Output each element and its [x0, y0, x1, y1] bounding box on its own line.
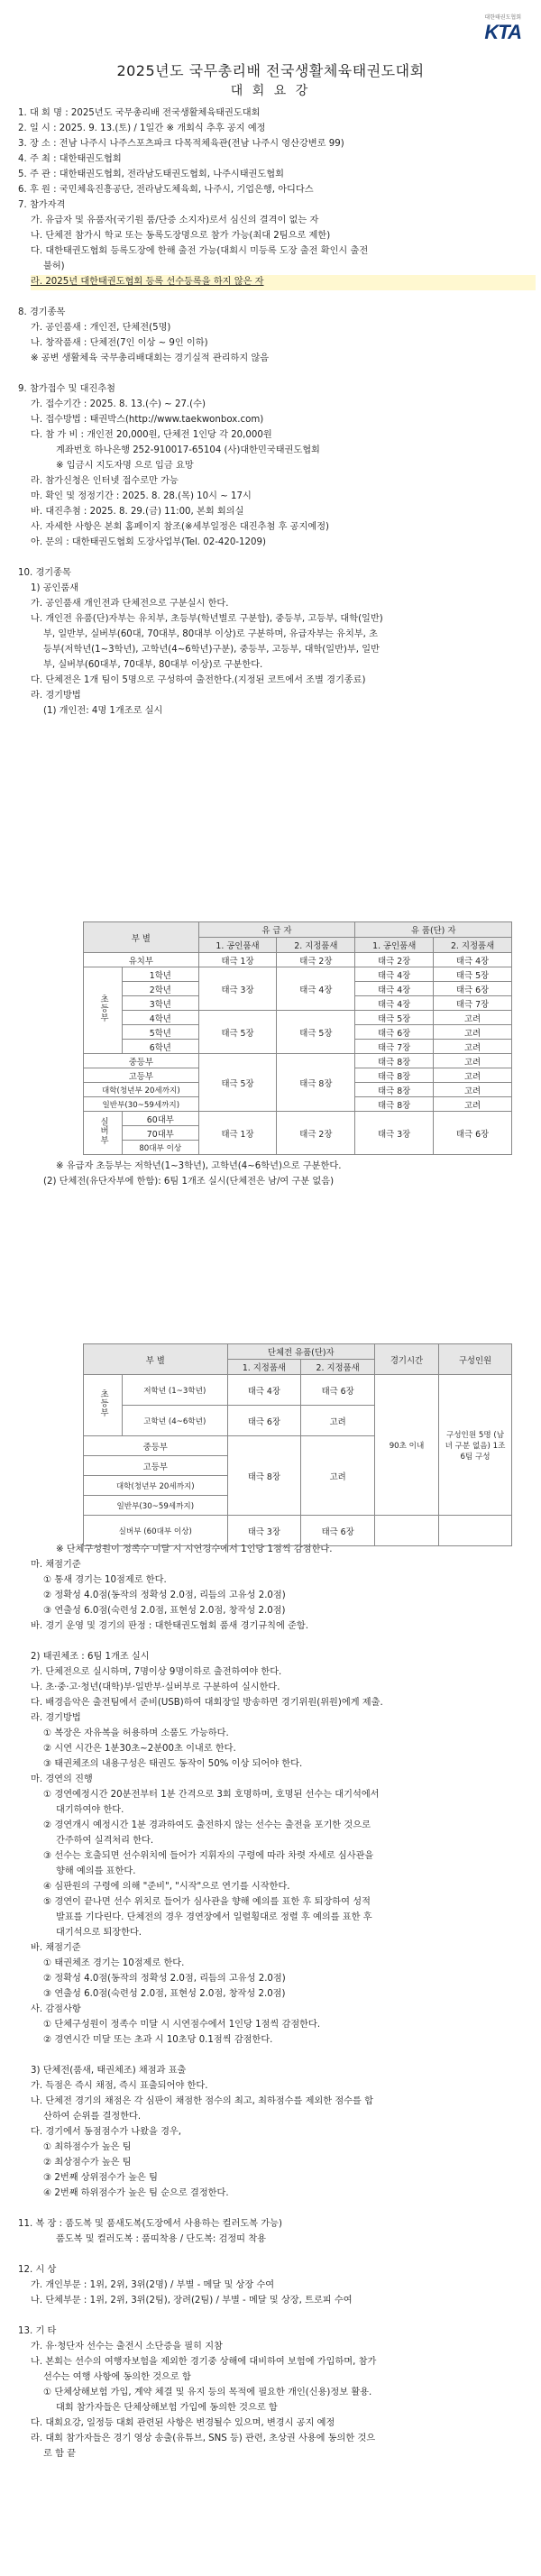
table-cell-composition: 구성인원 5명 (남녀 구분 없음) 1조 6팀 구성	[439, 1375, 512, 1516]
table-cell: 고려	[301, 1436, 375, 1516]
text-line: ② 경연개시 예정시간 1분 경과하여도 출전하지 않는 선수는 출전을 포기한 것으로	[43, 1820, 371, 1830]
text-line: 부, 실버부(60대부, 70대부, 80대부 이상)로 구분한다.	[43, 660, 263, 670]
text-line: (2) 단체전(유단자부에 한함): 6팀 1개조 실시(단체전은 남/여 구분 없음)	[43, 1177, 335, 1187]
text-line: 가. 득점은 즉시 채점, 즉시 표출되어야 한다.	[31, 2081, 208, 2091]
table-cell: 고려	[434, 1025, 512, 1040]
table-cell: 태극 5장	[355, 1011, 434, 1025]
text-line: 바. 대진추첨 : 2025. 8. 29.(금) 11:00, 본회 회의실	[31, 507, 244, 517]
text-line: (1) 개인전: 4명 1개조로 실시	[43, 706, 163, 716]
table-cell: 고등부	[84, 1068, 199, 1083]
document-subtitle: 대 회 요 강	[230, 84, 311, 98]
text-line: 다. 단체전은 1개 팀이 5명으로 구성하여 출전한다.(지정된 코트에서 조별 경기종료)	[31, 675, 366, 685]
table-cell: 고려	[434, 1040, 512, 1054]
table-cell: 태극 4장	[355, 982, 434, 996]
table-header-team-dan: 단체전 유품(단)자	[227, 1344, 374, 1360]
table-header-designated-1: 1. 지정품새	[227, 1360, 301, 1375]
table-cell: 태극 4장	[355, 967, 434, 982]
text-line: ② 경연시간 미달 또는 초과 시 10초당 0.1점씩 감점한다.	[43, 2035, 273, 2045]
text-line: 나. 단체전 경기의 채점은 각 심판이 채점한 점수의 최고, 최하점수를 제외한 점수를 합	[31, 2096, 373, 2106]
text-line: 대기석으로 퇴장한다.	[56, 1928, 142, 1938]
text-line: 향해 예의를 표한다.	[56, 1866, 136, 1876]
table-cell: 고려	[434, 1054, 512, 1068]
text-line: 라. 대회 참가자들은 경기 영상 송출(유튜브, SNS 등) 관련, 초상권 사용에 동의한 것으	[31, 2434, 376, 2443]
text-line: 라. 경기방법	[31, 691, 81, 701]
table-cell: 태극 6장	[434, 982, 512, 996]
table-header-kyu-designated: 2. 지정품새	[277, 938, 355, 953]
text-line: 나. 단체전 참가시 학교 또는 동록도장명으로 참가 가능(최대 2팀으로 제한)	[31, 231, 331, 241]
table-header-dan-official: 1. 공인품새	[355, 938, 434, 953]
table-cell: 태극 4장	[355, 996, 434, 1011]
table-cell: 태극 5장	[434, 967, 512, 982]
table-cell: 5학년	[123, 1025, 199, 1040]
table-cell: 태극 5장	[198, 1054, 277, 1112]
table-cell: 일반부(30~59세까지)	[84, 1097, 199, 1112]
table-cell-empty	[375, 1516, 439, 1546]
text-line: ① 태권체조 경기는 10점제로 한다.	[43, 1958, 185, 1968]
document-title: 2025년도 국무총리배 전국생활체육태권도대회	[116, 62, 425, 79]
text-line: ③ 2번째 상위점수가 높은 팀	[43, 2173, 158, 2183]
table-cell: 70대부	[123, 1126, 199, 1141]
text-line: 산하여 순위를 결정한다.	[43, 2112, 142, 2122]
table-cell: 태극 8장	[227, 1436, 301, 1516]
table-cell: 태극 3장	[198, 967, 277, 1011]
table-cell: 6학년	[123, 1040, 199, 1054]
table-cell: 고학년 (4~6학년)	[123, 1406, 228, 1436]
table-cell: 태극 6장	[355, 1025, 434, 1040]
table-cell-silver: 실버부	[84, 1112, 123, 1155]
table-cell: 저학년 (1~3학년)	[123, 1375, 228, 1406]
text-line: 가. 유급자 및 유품자(국기원 품/단증 소지자)로서 심신의 결격이 없는 자	[31, 215, 319, 225]
text-line: 6. 후 원 : 국민체육진흥공단, 전라남도체육회, 나주시, 기업은행, 아디다스	[18, 185, 314, 195]
text-line: 5. 주 관 : 대한태권도협회, 전라남도태권도협회, 나주시태권도협회	[18, 170, 284, 179]
table-cell: 고려	[434, 1097, 512, 1112]
text-line: 3) 단체전(품새, 태권체조) 채점과 표출	[31, 2066, 187, 2076]
table-cell: 태극 2장	[355, 953, 434, 967]
table-cell: 태극 1장	[198, 953, 277, 967]
table-cell: 대학(청년부 20세까지)	[84, 1083, 199, 1097]
table-cell: 태극 6장	[301, 1375, 375, 1406]
table-header-time: 경기시간	[375, 1344, 439, 1375]
text-line: ※ 단체구성원이 정족수 미달 시 시연경수에서 1인당 1점씩 감점한다.	[56, 1545, 333, 1554]
text-line: ※ 공변 생활체육 국무총리배대회는 경기실적 관리하지 않음	[31, 353, 270, 363]
table-header-division: 부 별	[84, 922, 199, 953]
text-line: ③ 선수는 호출되면 선수위치에 들어가 지휘자의 구령에 따라 차렷 자세로 심사관을	[43, 1851, 374, 1861]
table-header-designated-2: 2. 지정품새	[301, 1360, 375, 1375]
table-cell: 태극 7장	[355, 1040, 434, 1054]
table-cell: 태극 8장	[355, 1083, 434, 1097]
table-cell: 태극 5장	[198, 1011, 277, 1054]
text-line: 다. 경기에서 동점점수가 나왔을 경우,	[31, 2127, 182, 2137]
text-line: ② 정확성 4.0점(동작의 정확성 2.0점, 리듬의 고유성 2.0점)	[43, 1974, 286, 1984]
text-line: 나. 창작품새 : 단체전(7인 이상 ~ 9인 이하)	[31, 338, 208, 348]
text-line: 나. 개인전 유품(단)자부는 유치부, 초등부(학년별로 구분함), 중등부, 고등부, 대학(일반)	[31, 614, 383, 624]
table-cell: 태극 8장	[277, 1054, 355, 1112]
table-cell-empty	[439, 1516, 512, 1546]
table-header-dan: 유 품(단) 자	[355, 922, 512, 938]
text-line: 나. 초·중·고·청년(대학)부·일반부·실버부로 구분하여 실시한다.	[31, 1682, 280, 1692]
table-cell: 태극 6장	[227, 1406, 301, 1436]
text-line: 간주하여 실격처리 한다.	[56, 1836, 154, 1846]
text-line: 가. 유·청단자 선수는 출전시 소단증을 필히 지참	[31, 2342, 223, 2351]
table-cell: 태극 5장	[277, 1011, 355, 1054]
table-cell: 태극 8장	[355, 1097, 434, 1112]
text-line: 품도복 및 컬러도복 : 품띠착용 / 단도복: 검정띠 착용	[56, 2234, 267, 2244]
table-cell: 중등부	[84, 1054, 199, 1068]
text-line: ⑤ 경연이 끝나면 선수 위치로 들어가 심사관을 향해 예의를 표한 후 퇴장하여 성적	[43, 1897, 371, 1907]
text-line: ② 정확성 4.0점(동작의 정확성 2.0점, 리듬의 고유성 2.0점)	[43, 1591, 286, 1600]
text-line: ① 단체구성원이 정족수 미달 시 시연점수에서 1인당 1점씩 감점한다.	[43, 2020, 321, 2030]
text-line: ① 통새 경기는 10점제로 한다.	[43, 1575, 167, 1585]
text-line: 4. 주 최 : 대한태권도협회	[18, 154, 122, 164]
text-line: 대회 참가자들은 단체상해보험 가입에 동의한 것으로 함	[56, 2403, 278, 2413]
table-cell: 태극 2장	[277, 953, 355, 967]
table-cell: 태극 1장	[198, 1112, 277, 1155]
logo-brand-text: 대한태권도협회	[484, 15, 521, 21]
table-cell: 4학년	[123, 1011, 199, 1025]
text-line: ④ 심판원의 구령에 의해 "준비", "시작"으로 연기를 시작한다.	[43, 1882, 290, 1892]
table-cell: 고려	[434, 1068, 512, 1083]
text-line: 라. 경기방법	[31, 1713, 81, 1723]
text-line: 아. 문의 : 대한태권도협회 도장사업부(Tel. 02-420-1209)	[31, 537, 266, 547]
text-line: 나. 접수방법 : 태권박스(http://www.taekwonbox.com)	[31, 415, 264, 425]
table-cell: 태극 6장	[301, 1516, 375, 1546]
text-line: 나. 본회는 선수의 여행자보험을 제외한 경기중 상해에 대비하여 보험에 가입하며, 참가	[31, 2357, 377, 2367]
table-cell: 태극 8장	[355, 1068, 434, 1083]
text-line: ③ 연출성 6.0점(숙련성 2.0점, 표현성 2.0점, 창작성 2.0점)	[43, 1989, 286, 1999]
text-line: ※ 유급자 초등부는 저학년(1~3학년), 고학년(4~6학년)으로 구분한다.	[56, 1161, 342, 1171]
text-line: 등부(저학년(1~3학년), 고학년(4~6학년)구분), 중등부, 고등부, 대학(일반)부, 일반	[43, 645, 380, 655]
text-line: 바. 채점기준	[31, 1943, 81, 1953]
text-line: ④ 2번째 하위점수가 높은 팀 순으로 결정한다.	[43, 2188, 229, 2198]
table-cell: 태극 4장	[434, 953, 512, 967]
text-line: 대기하여야 한다.	[56, 1805, 124, 1815]
text-line: ③ 태권체조의 내용구성은 태권도 동작이 50% 이상 되어야 한다.	[43, 1759, 303, 1769]
table-header-division: 부 별	[84, 1344, 228, 1375]
table-header-dan-designated: 2. 지정품새	[434, 938, 512, 953]
table-header-composition: 구성인원	[439, 1344, 512, 1375]
table-cell: 2학년	[123, 982, 199, 996]
table-cell: 고등부	[84, 1456, 228, 1476]
table-cell: 중등부	[84, 1436, 228, 1456]
text-line: 다. 대회요강, 일정등 대회 관련된 사항은 변경될수 있으며, 변경시 공지 예정	[31, 2418, 335, 2428]
text-line: 나. 단체부문 : 1위, 2위, 3위(2팀), 장려(2팀) / 부별 - 메달 및 상장, 트로피 수여	[31, 2296, 353, 2306]
text-line: ① 경연예정시간 20분전부터 1분 간격으로 3회 호명하며, 호명된 선수는 대기석에서	[43, 1790, 380, 1800]
table-cell-elementary: 초등부	[84, 967, 123, 1054]
table-cell: 일반부(30~59세까지)	[84, 1496, 228, 1516]
text-line: 선수는 여행 사항에 동의한 것으로 함	[43, 2372, 191, 2382]
text-line: ② 최상점수가 높은 팀	[43, 2158, 132, 2168]
kta-logo	[467, 13, 521, 52]
table-cell: 실버부 (60대부 이상)	[84, 1516, 228, 1546]
text-line: 3. 장 소 : 전남 나주시 나주스포츠파크 다목적체육관(전남 나주시 영산강변로 99)	[18, 139, 344, 149]
table-cell: 대학(청년부 20세까지)	[84, 1476, 228, 1496]
text-line: 가. 공인품새 개인전과 단체전으로 구분실시 한다.	[31, 599, 229, 609]
table-cell: 태극 4장	[277, 967, 355, 1011]
text-line: 가. 단체전으로 실시하며, 7명이상 9명이하로 출전하여야 한다.	[31, 1667, 282, 1677]
text-line: 2) 태권체조 : 6팀 1개조 실시	[31, 1652, 150, 1662]
table-cell: 태극 3장	[227, 1516, 301, 1546]
text-line: 8. 경기종목	[18, 307, 66, 317]
team-poomsae-table	[83, 1343, 512, 1546]
text-line: 가. 접수기간 : 2025. 8. 13.(수) ~ 27.(수)	[31, 399, 206, 409]
text-line: 1. 대 회 명 : 2025년도 국무총리배 전국생활체육태권도대회	[18, 108, 261, 118]
text-line: 9. 참가접수 및 대진추첨	[18, 384, 116, 394]
table-cell: 60대부	[123, 1112, 199, 1126]
table-cell: 태극 7장	[434, 996, 512, 1011]
text-line: 다. 배경음악은 출전팀에서 준비(USB)하여 대회장일 방송하면 경기위원(위원)에게 제출.	[31, 1698, 383, 1708]
text-line: 13. 기 타	[18, 2326, 57, 2336]
text-line: 10. 경기종목	[18, 568, 71, 578]
text-line: 11. 복 장 : 품도복 및 품새도복(도장에서 사용하는 컬러도복 가능)	[18, 2219, 282, 2229]
text-line: ③ 연출성 6.0점(숙련성 2.0점, 표현성 2.0점, 창작성 2.0점)	[43, 1606, 286, 1616]
text-line: 마. 확인 및 정정기간 : 2025. 8. 28.(목) 10시 ~ 17시	[31, 491, 252, 501]
text-line: 발표를 기다린다. 단체전의 경우 경연장에서 일렬횡대로 정렬 후 예의를 표한 후	[56, 1912, 372, 1922]
text-line: 부, 일반부, 실버부(60대, 70대부, 80대부 이상)로 구분하며, 유급자부는 유치부, 초	[43, 629, 378, 639]
text-line: ※ 입금시 지도자명 으로 입금 요망	[56, 461, 194, 471]
table-header-kyu: 유 급 자	[198, 922, 355, 938]
text-line: 가. 개인부문 : 1위, 2위, 3위(2명) / 부별 - 메달 및 상장 수여	[31, 2280, 275, 2290]
text-line: 사. 감점사항	[31, 2004, 81, 2014]
text-line: 불허)	[43, 261, 65, 271]
individual-poomsae-table	[83, 921, 512, 1155]
table-header-kyu-official: 1. 공인품새	[198, 938, 277, 953]
text-line: 12. 시 상	[18, 2265, 57, 2275]
table-cell: 태극 6장	[434, 1112, 512, 1155]
text-line: 로 함 끝	[43, 2449, 76, 2459]
table-cell: 태극 3장	[355, 1112, 434, 1155]
table-cell-elementary: 초등부	[84, 1375, 123, 1436]
logo-kta-text: KTA	[484, 21, 521, 43]
table-cell: 태극 2장	[277, 1112, 355, 1155]
text-line: 라. 참가신청은 인터넷 접수로만 가능	[31, 476, 179, 486]
text-line: ① 단체상해보험 가입, 계약 체결 및 유지 등의 목적에 필요한 개인(신용)정보 활용.	[43, 2388, 372, 2397]
table-cell: 유치부	[84, 953, 199, 967]
text-line: ② 시연 시간은 1분30초~2분00초 이내로 한다.	[43, 1744, 236, 1754]
text-line: 다. 참 가 비 : 개인전 20,000원, 단체전 1인당 각 20,000원	[31, 430, 272, 440]
table-cell: 태극 4장	[227, 1375, 301, 1406]
text-line: 2. 일 시 : 2025. 9. 13.(토) / 1일간 ※ 개회식 추후 공지 예정	[18, 124, 266, 133]
text-line: 바. 경기 운영 및 경기의 판정 : 대한태권도협회 품새 경기규칙에 준함.	[31, 1621, 308, 1631]
text-line: 1) 공인품새	[31, 583, 79, 593]
table-cell: 고려	[434, 1083, 512, 1097]
table-cell: 태극 8장	[355, 1054, 434, 1068]
text-line: 마. 채점기준	[31, 1560, 81, 1570]
table-cell: 고려	[434, 1011, 512, 1025]
table-cell: 80대부 이상	[123, 1141, 199, 1155]
table-cell-time: 90초 이내	[375, 1375, 439, 1516]
text-line: 라. 2025년 대한태권도협회 등록 선수등록을 하지 않은 자	[31, 275, 536, 290]
text-line: 7. 참가자격	[18, 200, 66, 210]
text-line: 계좌번호 하나은행 252-910017-65104 (사)대한민국태권도협회	[56, 445, 320, 455]
text-line: 마. 경연의 진행	[31, 1774, 93, 1784]
text-line: 가. 공인품새 : 개인전, 단체전(5명)	[31, 323, 171, 333]
table-cell: 고려	[301, 1406, 375, 1436]
text-line: ① 최하점수가 높은 팀	[43, 2142, 132, 2152]
table-cell: 3학년	[123, 996, 199, 1011]
text-line: 다. 대한태권도협회 등록도장에 한해 출전 가능(대회시 미등록 도장 출전 확인시 출전	[31, 246, 369, 256]
text-line: 사. 자세한 사항은 본회 홈페이지 참조(※세부일정은 대진추첨 후 공지예정)	[31, 522, 330, 532]
text-line: ① 복장은 자유복을 허용하며 소품도 가능하다.	[43, 1728, 229, 1738]
table-cell: 1학년	[123, 967, 199, 982]
